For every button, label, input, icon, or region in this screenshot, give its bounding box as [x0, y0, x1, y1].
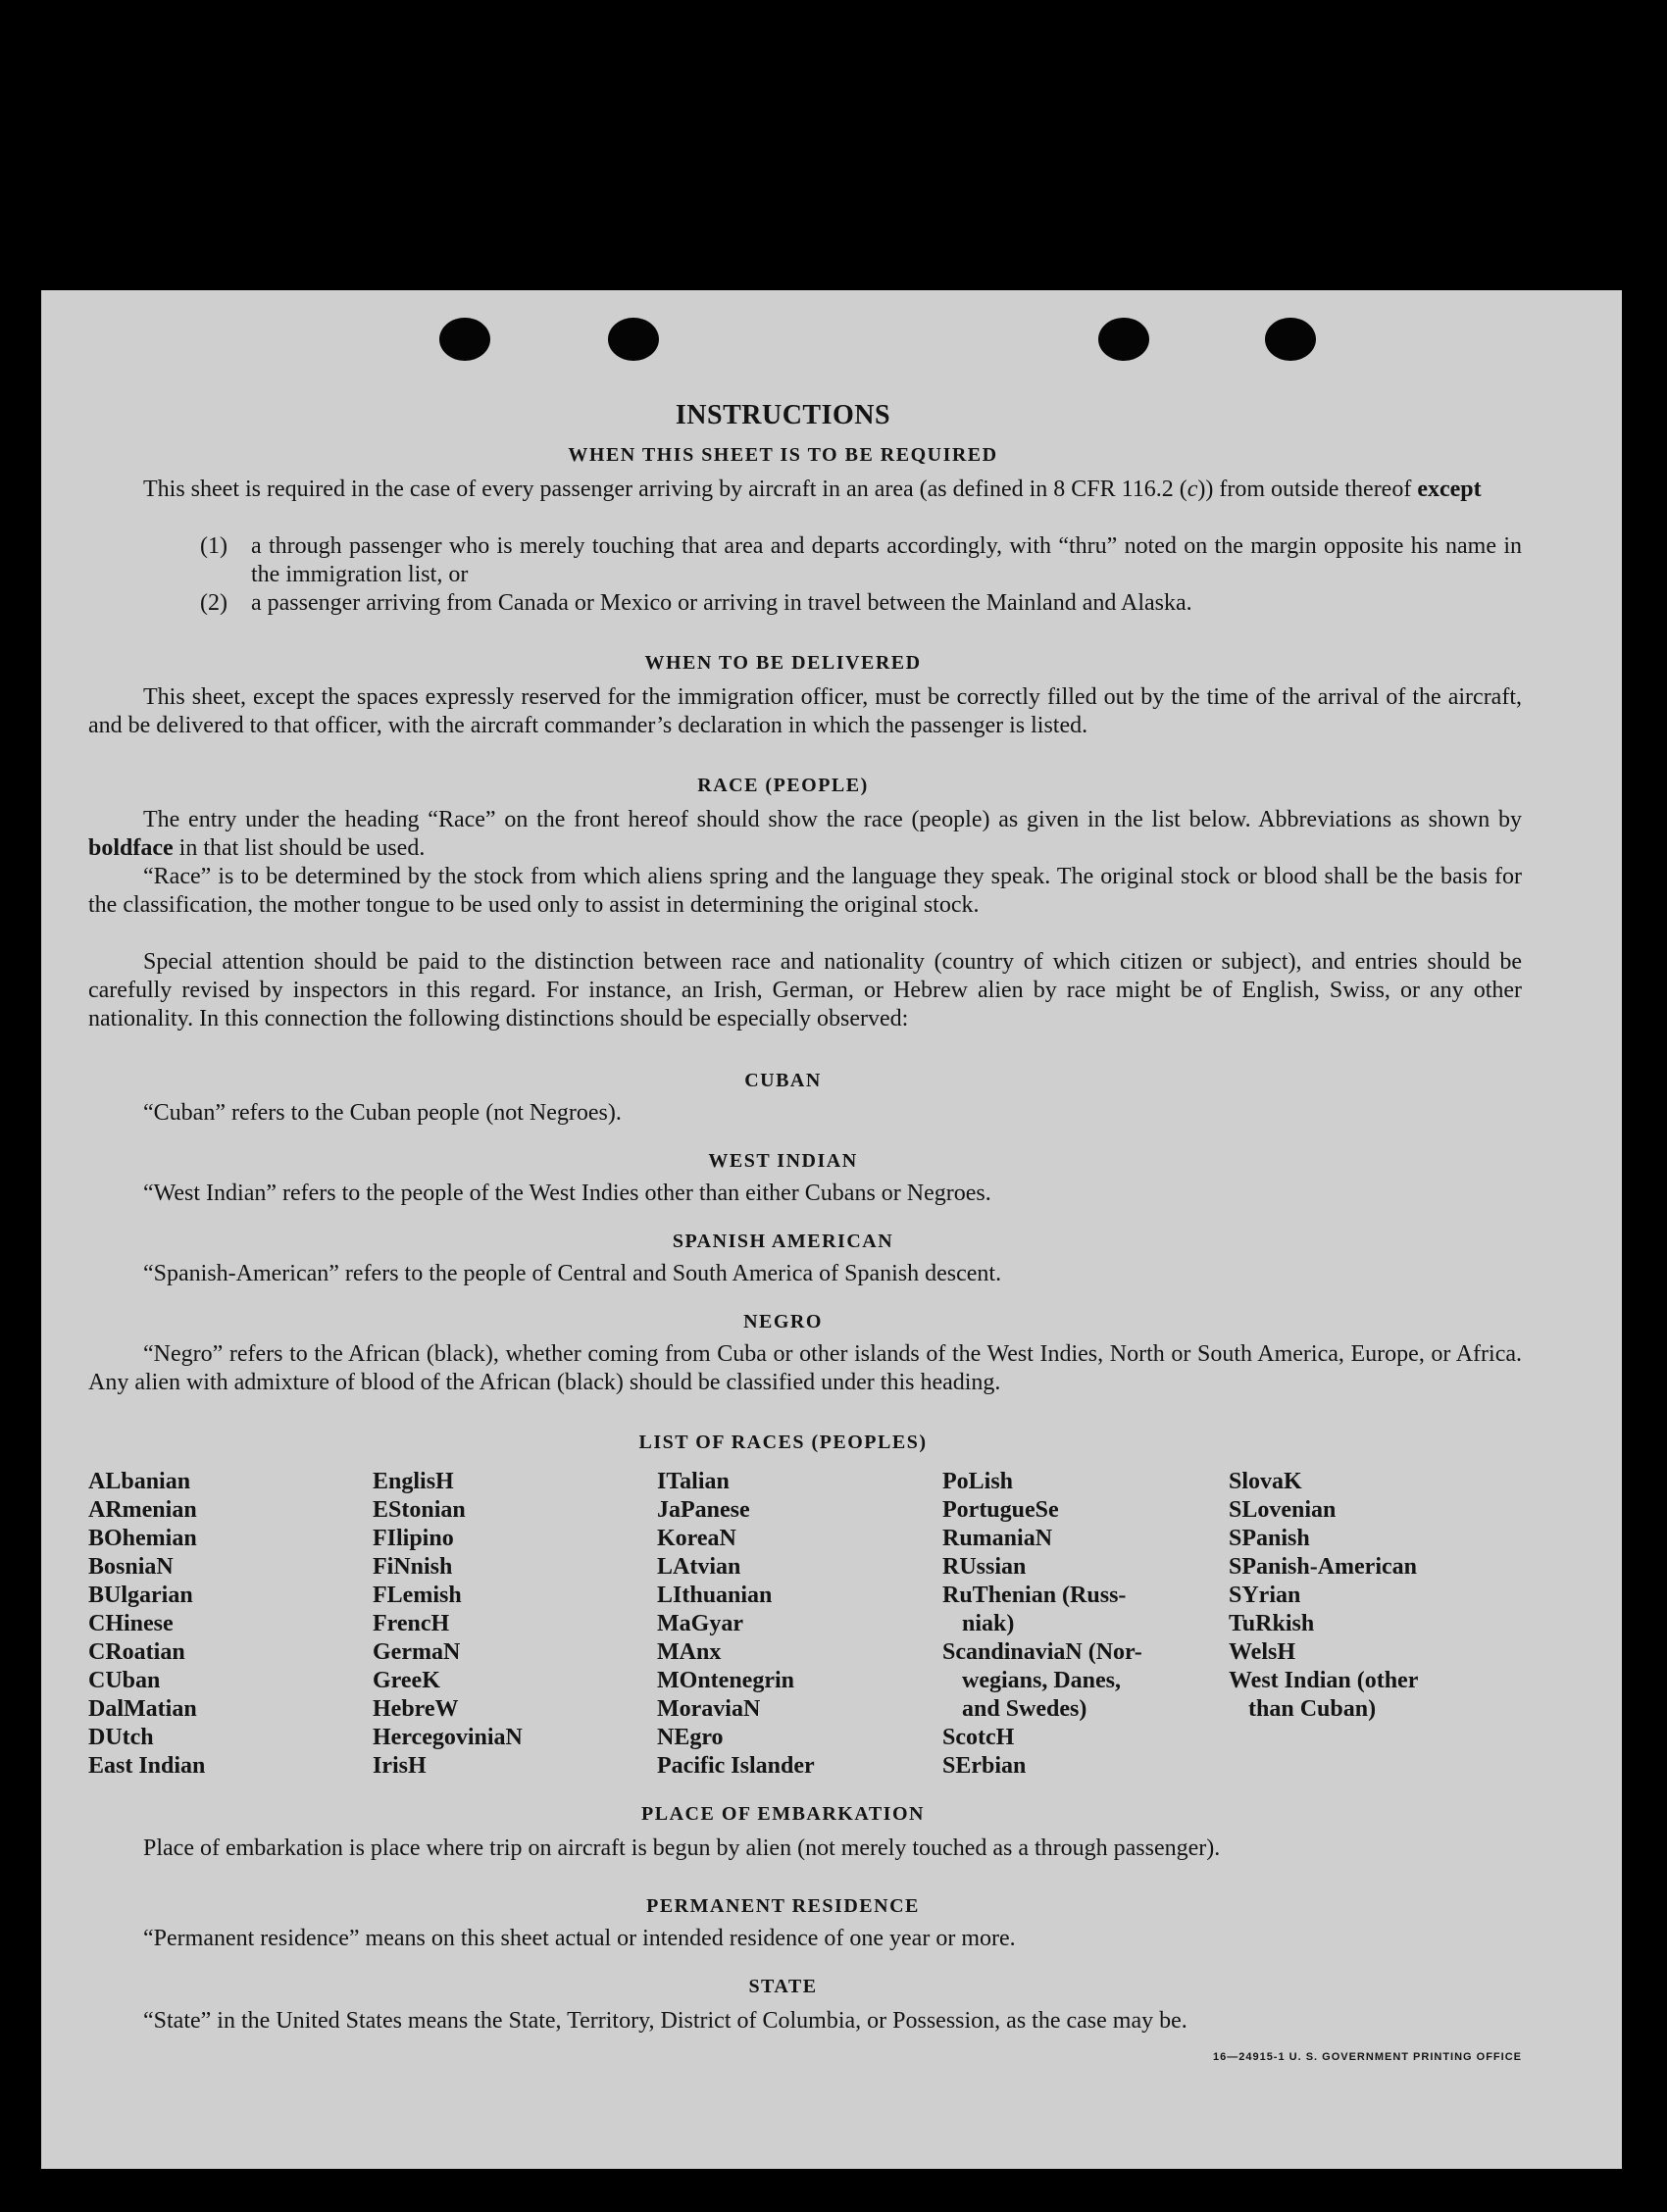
race-paragraph-2: “Race” is to be determined by the stock from which aliens spring and the language they speak. The original stock or blood shall be the basis for the classification, the mother tongue to be used only to assist in determining the original stock.: [88, 864, 1522, 918]
race-item: FLemish: [373, 1583, 462, 1608]
race-item: MAnx: [657, 1639, 722, 1665]
race-item: EStonian: [373, 1497, 466, 1523]
heading-spanish-american: SPANISH AMERICAN: [672, 1231, 894, 1252]
race-item: KoreaN: [657, 1526, 736, 1551]
race-item: GreeK: [373, 1668, 440, 1693]
race-item: BOhemian: [88, 1526, 197, 1551]
heading-list-of-races: LIST OF RACES (PEOPLES): [638, 1432, 928, 1453]
race-item: SPanish-American: [1229, 1554, 1417, 1580]
race-column-1: [88, 1468, 205, 1781]
race-item: TuRkish: [1229, 1611, 1315, 1636]
race-column-3: [657, 1468, 815, 1781]
race-paragraph-3: Special attention should be paid to the distinction between race and nationality (country of which citizen or subject), and entries should be carefully revised by inspectors in this regard. For instance, an Irish, German, or Hebrew alien by race might be of English, Swiss, or any other nationality. In this connection the following distinctions should be especially observed:: [88, 949, 1522, 1031]
race-item: JaPanese: [657, 1497, 750, 1523]
race-item: CHinese: [88, 1611, 174, 1636]
cuban-text: “Cuban” refers to the Cuban people (not Negroes).: [143, 1100, 622, 1126]
required-item-1: (1) a through passenger who is merely touching that area and departs accordingly, with “thru” noted on the margin opposite his name in the immigration list, or: [200, 533, 1522, 587]
punch-hole: [608, 318, 659, 361]
heading-race: RACE (PEOPLE): [697, 775, 869, 796]
race-item: and Swedes): [962, 1696, 1087, 1722]
race-item: DUtch: [88, 1725, 154, 1750]
race-item: FrencH: [373, 1611, 450, 1636]
race-item: RumaniaN: [942, 1526, 1053, 1551]
race-item: PoLish: [942, 1469, 1014, 1494]
punch-hole: [439, 318, 490, 361]
negro-text: “Negro” refers to the African (black), whether coming from Cuba or other islands of the West Indies, North or South America, Europe, or Africa. Any alien with admixture of blood of the African (black) should be classified under this heading.: [88, 1341, 1522, 1395]
race-column-5: [1229, 1468, 1418, 1724]
race-item: ITalian: [657, 1469, 730, 1494]
document-sheet: [41, 290, 1622, 2169]
race-item: HebreW: [373, 1696, 459, 1722]
heading-permanent-residence: PERMANENT RESIDENCE: [646, 1895, 920, 1917]
race-item: ScandinaviaN (Nor-: [942, 1639, 1142, 1665]
race-item: wegians, Danes,: [962, 1668, 1122, 1693]
race-item: SYrian: [1229, 1583, 1301, 1608]
race-item: IrisH: [373, 1753, 427, 1779]
race-item: NEgro: [657, 1725, 724, 1750]
heading-cuban: CUBAN: [744, 1070, 822, 1091]
heading-negro: NEGRO: [743, 1311, 823, 1332]
race-column-2: [373, 1468, 523, 1781]
race-item: PortugueSe: [942, 1497, 1059, 1523]
printer-imprint: 16—24915-1 U. S. GOVERNMENT PRINTING OFFICE: [1212, 2051, 1522, 2063]
race-item: than Cuban): [1248, 1696, 1377, 1722]
race-item: SPanish: [1229, 1526, 1310, 1551]
punch-hole: [1098, 318, 1149, 361]
race-item: ARmenian: [88, 1497, 197, 1523]
residence-text: “Permanent residence” means on this sheet actual or intended residence of one year or more.: [143, 1926, 1016, 1951]
race-item: West Indian (other: [1229, 1668, 1419, 1693]
race-item: SlovaK: [1229, 1469, 1302, 1494]
page-title: INSTRUCTIONS: [675, 400, 891, 430]
race-item: SLovenian: [1229, 1497, 1337, 1523]
required-item-2: (2) a passenger arriving from Canada or Mexico or arriving in travel between the Mainland and Alaska.: [200, 590, 1192, 616]
race-item: RuThenian (Russ-: [942, 1583, 1127, 1608]
race-item: ScotcH: [942, 1725, 1015, 1750]
race-item: GermaN: [373, 1639, 461, 1665]
required-intro: This sheet is required in the case of every passenger arriving by aircraft in an area (as defined in 8 CFR 116.2 (c)) from outside thereof except: [143, 477, 1482, 502]
race-item: BUlgarian: [88, 1583, 193, 1608]
race-item: SErbian: [942, 1753, 1027, 1779]
heading-state: STATE: [748, 1976, 818, 1997]
race-item: WelsH: [1229, 1639, 1296, 1665]
race-item: CRoatian: [88, 1639, 185, 1665]
west-indian-text: “West Indian” refers to the people of the West Indies other than either Cubans or Negroes.: [143, 1181, 991, 1206]
race-item: niak): [962, 1611, 1015, 1636]
heading-when-required: WHEN THIS SHEET IS TO BE REQUIRED: [568, 444, 998, 466]
race-item: RUssian: [942, 1554, 1027, 1580]
punch-hole: [1265, 318, 1316, 361]
race-item: BosniaN: [88, 1554, 174, 1580]
race-item: LAtvian: [657, 1554, 741, 1580]
spanish-american-text: “Spanish-American” refers to the people of Central and South America of Spanish descent.: [143, 1261, 1002, 1286]
heading-west-indian: WEST INDIAN: [708, 1150, 858, 1172]
race-item: EnglisH: [373, 1469, 454, 1494]
race-item: MoraviaN: [657, 1696, 761, 1722]
race-item: MaGyar: [657, 1611, 743, 1636]
heading-when-delivered: WHEN TO BE DELIVERED: [644, 652, 922, 674]
race-item: LIthuanian: [657, 1583, 773, 1608]
race-item: HercegoviniaN: [373, 1725, 523, 1750]
race-item: East Indian: [88, 1753, 206, 1779]
heading-place-of-embarkation: PLACE OF EMBARKATION: [641, 1803, 925, 1825]
delivered-text: This sheet, except the spaces expressly reserved for the immigration officer, must be correctly filled out by the time of the arrival of the aircraft, and be delivered to that officer, with the aircraft commander’s declaration in which the passenger is listed.: [88, 684, 1522, 738]
race-item: DalMatian: [88, 1696, 197, 1722]
race-column-4: [942, 1468, 1142, 1781]
state-text: “State” in the United States means the State, Territory, District of Columbia, or Possession, as the case may be.: [143, 2008, 1187, 2034]
race-item: FiNnish: [373, 1554, 453, 1580]
race-item: MOntenegrin: [657, 1668, 794, 1693]
race-item: CUban: [88, 1668, 161, 1693]
race-item: FIlipino: [373, 1526, 454, 1551]
race-item: Pacific Islander: [657, 1753, 815, 1779]
race-paragraph-1: The entry under the heading “Race” on the front hereof should show the race (people) as given in the list below. Abbreviations as shown by boldface in that list should be used.: [88, 807, 1522, 861]
embarkation-text: Place of embarkation is place where trip on aircraft is begun by alien (not merely touched as a through passenger).: [143, 1835, 1221, 1861]
race-item: ALbanian: [88, 1469, 191, 1494]
